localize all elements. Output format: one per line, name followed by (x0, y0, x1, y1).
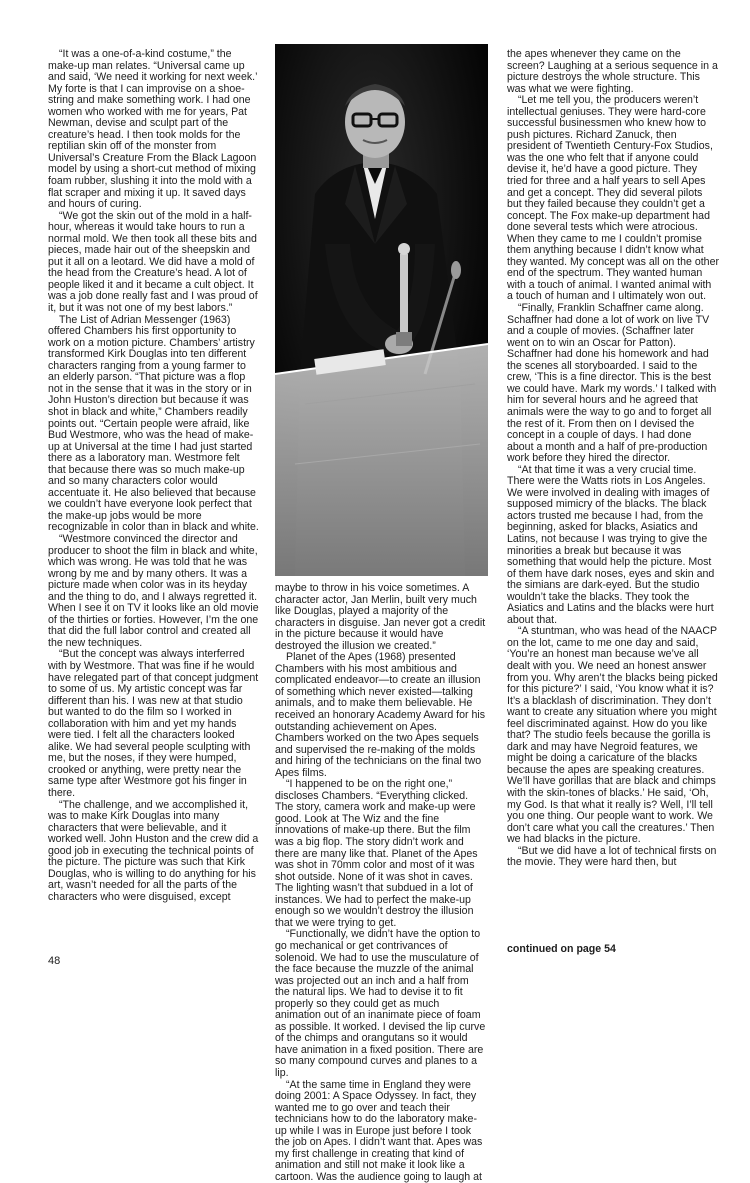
paragraph: “It was a one-of-a-kind costume,” the make-up man relates. “Universal came up and said, ‘We need it working for next week.’ My forte is that I can improvise on a shoe-string and make something work. I had one women who worked with me for years, Pat Newman, devise and sculpt part of the creature’s head. I then took molds for the reptilian skin off of the monster from Universal’s Creature From the Black Lagoon model by using a short-cut method of mixing foam rubber, slushing it into the mold with a flat scraper and mixing it up. It saved days and hours of curing. (48, 48, 258, 211)
continued-note: continued on page 54 (507, 943, 616, 955)
paragraph: “But the concept was always interferred with by Westmore. That was fine if he would have relegated part of that concept judgment to some of us. My artistic concept was far different than his. I was new at that studio but wanted to do the film so I worked in collaboration with him and yet my hands were tied. I felt all the characters looked alike. We had several people sculpting with me, but the noses, if they were humped, crooked or anything, were pretty near the same type after Westmore got his finger in there. (48, 648, 259, 799)
paragraph: Planet of the Apes (1968) presented Chambers with his most ambitious and complicated endeavor—to create an illusion of something which never existed—talking animals, and to make them believable. He received an honorary Academy Award for his outstanding achievement on Apes. Chambers worked on the two Apes sequels and supervised the re-making of the molds and hiring of the technicians on the final two Apes films. (275, 651, 486, 779)
paragraph: The List of Adrian Messenger (1963) offered Chambers his first opportunity to work on a motion picture. Chambers’ artistry transformed Kirk Douglas into ten different characters ranging from a young farmer to an elderly parson. “That picture was a flop not in the sense that it was in the story or in John Huston’s direction but because it was shot in black and white,” Chambers readily points out. “Certain people were afraid, like Bud Westmore, who was the head of make-up at Universal at the time I had just started there as a laboratory man. Westmore felt that because there was so much make-up and so many characters color would accentuate it. He also believed that because we couldn’t have everyone look perfect that the make-up jobs would be more recognizable in color than in black and white. (48, 313, 259, 534)
paragraph: “A stuntman, who was head of the NAACP on the lot, came to me one day and said, ‘You’re an honest man because we’ve all dealt with you. We need an honest answer from you. Why aren’t the blacks being picked for this picture?’ I said, ‘You know what it is? It’s a blacklash of discrimination. They don’t want to create any situation where you might feel discriminated against. How do you like that? The studio feels because the gorilla is dark and may have Negroid features, we might be doing a caricature of the blacks because the apes are speaking creatures. We’ll have gorillas that are black and chimps with the skin-tones of blacks.’ He said, ‘Oh, my God. Is that what it really is? Well, I’ll tell you one thing. Our people want to work. We don’t care what you call the creatures.’ Then we had blacks in the picture. (507, 625, 718, 846)
column-right (507, 49, 719, 869)
paragraph: “Finally, Franklin Schaffner came along. Schaffner had done a lot of work on live TV and a couple of movies. (Schaffner later went on to win an Oscar for Patton). Schaffner had done his homework and had the scenes all storyboarded. I said to the crew, ‘This is a fine director. This is the best we could have. Mark my words.’ I talked with him for several hours and he agreed that animals were the way to go and to forget all the rest of it. From then on I devised the concept in a couple of days. I had done about a month and a half of pre-production work before they hired the director. (507, 302, 717, 465)
paragraph: “But we did have a lot of technical firsts on the movie. They were hard then, but (507, 844, 717, 869)
paragraph: “I happened to be on the right one,” discloses Chambers. “Everything clicked. The story, camera work and make-up were good. Look at The Wiz and the fine innovations of make-up there. But the film was a big flop. The story didn’t work and there are many like that. Planet of the Apes was shot in 70mm color and most of it was shot outside. None of it was shot in caves. The lighting wasn’t that subdued in a lot of instances. We had to perfect the make-up enough so we wouldn’t destroy the illusion that we were trying to get. (275, 778, 478, 929)
page-number: 48 (48, 955, 61, 967)
column-left (48, 49, 259, 903)
paragraph: “At that time it was a very crucial time. There were the Watts riots in Los Angeles. We were involved in dealing with images of supposed mimicry of the blacks. The black actors trusted me because I had, from the beginning, asked for blacks, Asiatics and Latins, not because I was trying to give the minorities a break but because it was something that would help the picture. Most of them have dark noses, eyes and skin and the simians are dark-eyed. But the studio wouldn’t take the blacks. They took the Asiatics and Latins and the blacks were hurt about that. (507, 463, 715, 626)
paragraph: “Westmore convinced the director and producer to shoot the film in black and white, which was wrong. He was told that he was wrong by me and by many others. It was a picture made when color was in its heyday and the thing to do, and I always regretted it. When I see it on TV it looks like an old movie of the thirties or forties. However, I’m the one that did the full labor control and created all the new techniques. (48, 532, 259, 649)
paragraph: “Functionally, we didn’t have the option to go mechanical or get contrivances of solenoid. We had to use the musculature of the face because the muzzle of the animal was projected out an inch and a half from the natural lips. We had to devise it to fit properly so they could get as much animation out of an inanimate piece of foam as possible. It worked. I devised the lip curve of the chimps and orangutans so it would have animation in a fixed position. There are so many compound curves and planes to a lip. (275, 928, 486, 1079)
paragraph: the apes whenever they came on the screen? Laughing at a serious sequence in a picture destroys the whole structure. This was what we were fighting. (507, 48, 718, 95)
column-middle (275, 583, 486, 1183)
paragraph: “At the same time in England they were doing 2001: A Space Odyssey. In fact, they wanted me to go over and teach their technicians how to do the laboratory make-up while I was in Europe just before I took the job on Apes. I didn’t want that. Apes was my first challenge in creating that kind of animation and still not make it look like a cartoon. Was the audience going to laugh at (275, 1078, 483, 1183)
photo-man-with-oscar (275, 44, 488, 576)
paragraph: “The challenge, and we accomplished it, was to make Kirk Douglas into many characters that were believable, and it worked well. John Huston and the crew did a good job in executing the technical points of the picture. The picture was such that Kirk Douglas, who is willing to do anything for his art, wasn’t needed for all the parts of the characters who were disguised, except (48, 798, 259, 903)
photo-man-with-oscar-icon (275, 44, 488, 576)
paragraph: “Let me tell you, the producers weren’t intellectual geniuses. They were hard-core successful businessmen who knew how to push pictures. Richard Zanuck, then president of Twentieth Century-Fox Studios, was the one who felt that if anyone could devise it, he’d have a good picture. They tried for three and a half years to sell Apes and get a concept. They did several pilots but they failed because they couldn’t get a concept. The Fox make-up department had done several tests which were atrocious. When they came to me I couldn’t promise them anything because I didn’t know what they wanted. My concept was all on the other end of the spectrum. They wanted human with a touch of animal. I wanted animal with a touch of human and I ultimately won out. (507, 94, 719, 303)
paragraph: maybe to throw in his voice sometimes. A character actor, Jan Merlin, built very much like Douglas, played a majority of the characters in disguise. Jan never got a credit in the picture because it would have destroyed the illusion we created.” (275, 582, 486, 652)
paragraph: “We got the skin out of the mold in a half-hour, whereas it would take hours to run a normal mold. We then took all these bits and pieces, made hair out of the sheepskin and put it all on a leotard. We did have a mold of the head from the Creature’s head. A lot of people liked it and it became a cult object. It was a job done really fast and I was proud of it, but it was not one of my best labors.” (48, 209, 258, 315)
